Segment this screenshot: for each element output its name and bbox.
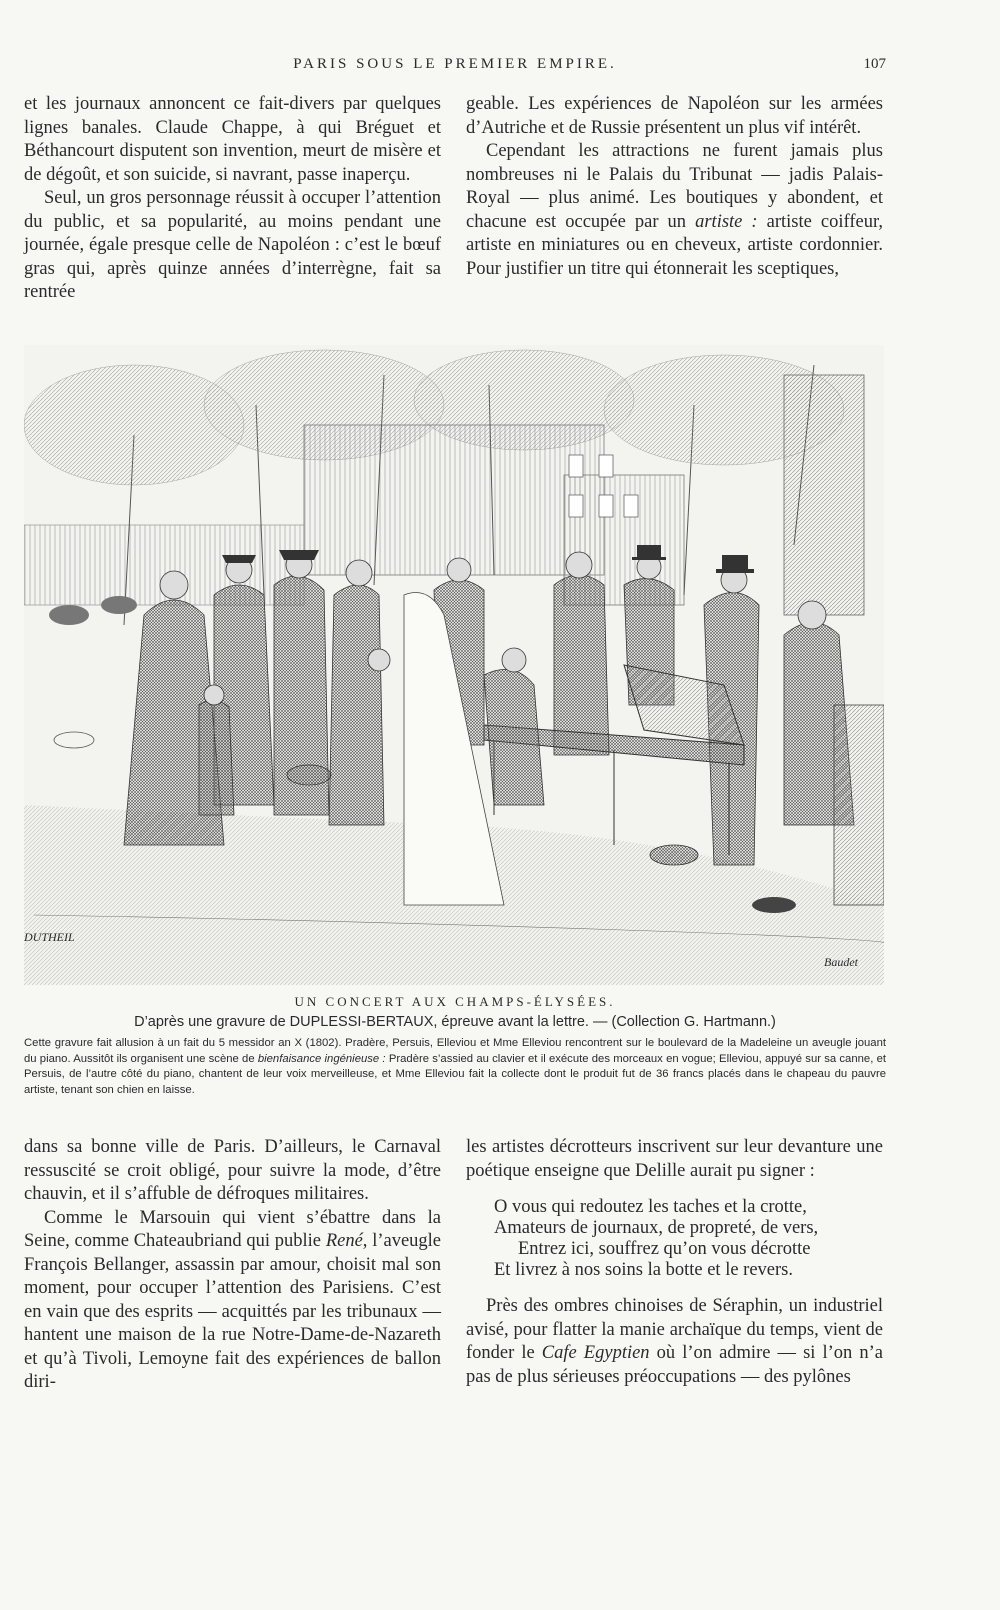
text-run: , l’aveugle François Bellanger, assassin par amour, choisit mal son moment, pour occuper l’attention des Parisiens. C’est en vain que des esprits — acquittés par les tribunaux — hantent une maison de la rue Notre-Dame-de-Nazareth et qu’à Tivoli, Lemoyne fait des expériences de ballon diri- [24,1231,442,1392]
caption-note [24,1036,886,1098]
italic-term: bienfaisance ingénieuse : [257,1052,386,1065]
text-run: Comme le Marsouin qui vient s’ébattre dans la Seine, comme Chateaubriand qui publie [24,1207,441,1251]
paragraph: les artistes décrotteurs inscrivent sur leur devanture une poétique enseigne que Delille aurait pu signer : [466,1137,883,1181]
verse-block [494,1197,883,1281]
text-run: Cette gravure fait allusion à un fait du 5 messidor an X (1802). Pradère, Persuis, Elleviou et Mme Elleviou rencontrent sur le boulevard de la Madeleine un aveugle jouant du piano. Aussitôt ils organisent une scène de [24,1037,886,1065]
column-top-right [466,93,883,281]
italic-title: René [325,1231,363,1251]
text-run: où l’on admire — si l’on n’a pas de plus sérieuses préoccupations — des pylônes [466,1343,883,1387]
text-run: artiste coiffeur, artiste en miniatures ou en cheveux, artiste cordonnier. Pour justifier un titre qui étonnerait les sceptiques, [466,211,883,279]
paragraph: Seul, un gros personnage réussit à occuper l’attention du public, et sa popularité, au moins pendant une journée, égale presque celle de Napoléon : c’est le bœuf gras qui, après quinze années d’interrègne, fait sa rentrée [24,188,441,302]
column-top-left [24,93,441,305]
paragraph: geable. Les expériences de Napoléon sur les armées d’Autriche et de Russie présentent un plus vif intérêt. [466,94,883,138]
engraving-illustration [24,345,884,985]
engraver-signature-right: Baudet [824,955,858,969]
paragraph [24,1207,441,1395]
verse-line: Amateurs de journaux, de propreté, de vers, [494,1218,819,1238]
running-title: PARIS SOUS LE PREMIER EMPIRE. [293,56,617,72]
caption-title: UN CONCERT AUX CHAMPS-ÉLYSÉES. [294,994,616,1009]
text-run: Pradère s’assied au clavier et il exécute des morceaux en vogue; Elleviou, appuyé sur sa canne, et Persuis, de l’autre côté du piano, chantent de leur voix merveilleuse, et Mme Elleviou fait la collecte dont le produit fut de 36 francs placés dans le chapeau du pauvre artiste, tenant son chien en laisse. [24,1052,886,1096]
italic-title: Cafe Egyptien [541,1343,650,1363]
italic-term: artiste : [695,211,758,232]
paragraph: dans sa bonne ville de Paris. D’ailleurs, le Carnaval ressuscité se croit obligé, pour suivre la mode, d’être chauvin, et il s’affuble de défroques militaires. [24,1137,441,1204]
verse-line: Et livrez à nos soins la botte et le revers. [494,1260,793,1280]
figure-caption [24,994,886,1098]
engraving-drawing [24,345,884,985]
running-header [24,56,886,78]
engraver-signature-left: DUTHEIL [24,930,75,944]
column-bottom-left [24,1136,441,1395]
page-number: 107 [863,56,886,72]
caption-credit: D’après une gravure de DUPLESSI-BERTAUX, épreuve avant la lettre. — (Collection G. Hartmann.) [134,1014,776,1030]
paragraph [466,140,883,281]
text-run: Près des ombres chinoises de Séraphin, un industriel avisé, pour flatter la manie archaïque du temps, vient de fonder le [466,1296,883,1363]
paragraph [466,1295,883,1389]
paragraph: et les journaux annoncent ce fait-divers par quelques lignes banales. Claude Chappe, à qui Bréguet et Béthancourt disputent son invention, meurt de misère et de dégoût, et son suicide, si navrant, passe inaperçu. [24,94,441,185]
column-bottom-right [466,1136,883,1389]
text-run: Cependant les attractions ne furent jamais plus nombreuses ni le Palais du Tribunat — jadis Palais-Royal — plus animé. Les boutiques y abondent, et chacune est occupée par un [466,141,883,232]
verse-line: O vous qui redoutez les taches et la crotte, [494,1197,807,1217]
verse-line: Entrez ici, souffrez qu’on vous décrotte [518,1239,811,1259]
